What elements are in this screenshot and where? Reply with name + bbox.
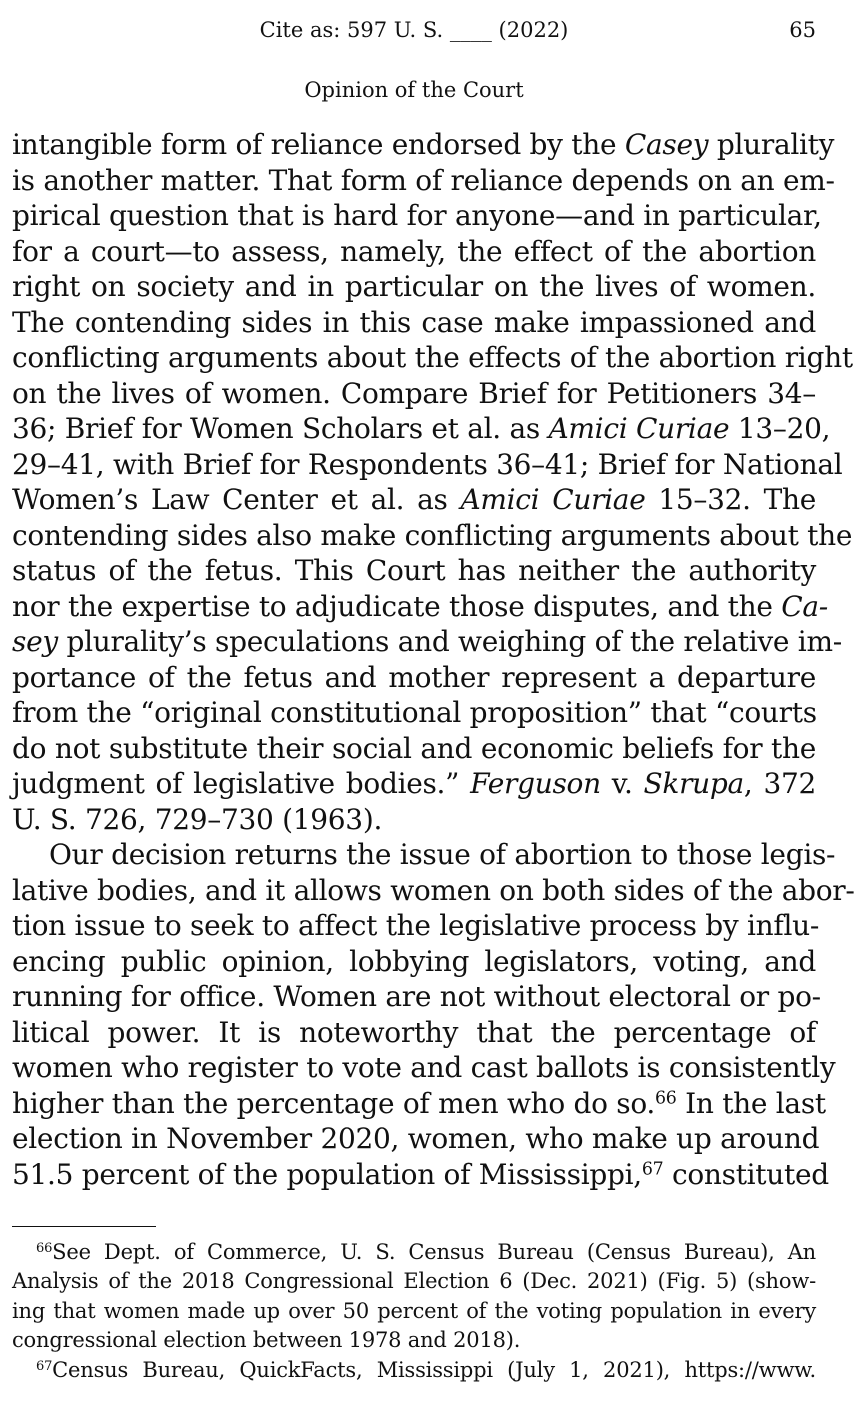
text-line: judgment of legislative bodies.” Ferguson v. Skrupa, 372 bbox=[12, 767, 817, 800]
page-number: 65 bbox=[789, 18, 816, 42]
text-line: 29–41, with Brief for Respondents 36–41; Brief for National bbox=[12, 447, 843, 481]
text-line: nor the expertise to adjudicate those disputes, and the Ca- bbox=[12, 589, 828, 623]
text-line: women who register to vote and cast ballots is consistently bbox=[12, 1051, 836, 1084]
footnote-ref-67[interactable]: 67 bbox=[641, 1158, 664, 1179]
opinion-body bbox=[12, 127, 855, 1192]
text-line: do not substitute their social and economic beliefs for the bbox=[12, 731, 816, 765]
text-line: portance of the fetus and mother represent a departure bbox=[12, 660, 816, 694]
footnote-line: ing that women made up over 50 percent of the voting population in every bbox=[12, 1298, 816, 1323]
text-line: status of the fetus. This Court has neither the authority bbox=[12, 554, 816, 587]
text-line: Our decision returns the issue of abortion to those legis- bbox=[49, 838, 836, 871]
footnote-line: congressional election between 1978 and 2018). bbox=[12, 1328, 521, 1353]
footnote-ref-66[interactable]: 66 bbox=[655, 1087, 677, 1108]
opinion-label: Opinion of the Court bbox=[304, 78, 524, 102]
text-line: pirical question that is hard for anyone—and in particular, bbox=[12, 199, 822, 232]
text-line: litical power. It is noteworthy that the percentage of bbox=[12, 1015, 816, 1049]
text-line: for a court—to assess, namely, the effect of the abortion bbox=[12, 234, 816, 268]
text-line: higher than the percentage of men who do so.$^{66}$ In the last bbox=[12, 1086, 826, 1120]
text-line: tion issue to seek to affect the legislative process by influ- bbox=[12, 909, 819, 942]
text-line: lative bodies, and it allows women on both sides of the abor- bbox=[12, 873, 855, 907]
citation-line: Cite as: 597 U. S. ____ (2022) bbox=[259, 18, 569, 42]
footnote-line: Analysis of the 2018 Congressional Election 6 (Dec. 2021) (Fig. 5) (show- bbox=[12, 1269, 816, 1294]
text-line: from the “original constitutional proposition” that “courts bbox=[12, 696, 817, 729]
running-header bbox=[12, 14, 816, 46]
footnote-divider bbox=[12, 1226, 156, 1227]
footnotes bbox=[12, 1238, 816, 1385]
text-line: 51.5 percent of the population of Mississippi,$^{67}$ constituted bbox=[12, 1157, 829, 1191]
text-line: U. S. 726, 729–730 (1963). bbox=[12, 802, 383, 836]
text-line: running for office. Women are not without electoral or po- bbox=[12, 980, 821, 1013]
text-line: The contending sides in this case make impassioned and bbox=[12, 305, 816, 339]
text-line: 36; Brief for Women Scholars et al. as Amici Curiae 13–20, bbox=[12, 412, 831, 445]
text-line: on the lives of women. Compare Brief for Petitioners 34– bbox=[12, 376, 816, 410]
text-line: sey plurality’s speculations and weighing of the relative im- bbox=[12, 625, 842, 658]
text-line: conflicting arguments about the effects of the abortion right bbox=[12, 341, 853, 374]
footnote-67: $^{67}$Census Bureau, QuickFacts, Mississippi (July 1, 2021), https://www. bbox=[36, 1357, 816, 1382]
text-line: is another matter. That form of reliance depends on an em- bbox=[12, 163, 835, 197]
text-line: election in November 2020, women, who make up around bbox=[12, 1122, 820, 1155]
footnote-number: 67 bbox=[36, 1358, 53, 1374]
footnote-66: $^{66}$See Dept. of Commerce, U. S. Census Bureau (Census Bureau), An bbox=[36, 1240, 816, 1264]
text-line: right on society and in particular on the lives of women. bbox=[12, 270, 816, 303]
text-line: contending sides also make conflicting arguments about the bbox=[12, 518, 853, 552]
footnote-number: 66 bbox=[36, 1240, 53, 1256]
text-line: intangible form of reliance endorsed by the Casey plurality bbox=[12, 128, 835, 161]
text-line: encing public opinion, lobbying legislators, voting, and bbox=[12, 944, 816, 978]
text-line: Women’s Law Center et al. as Amici Curiae 15–32. The bbox=[12, 483, 816, 516]
